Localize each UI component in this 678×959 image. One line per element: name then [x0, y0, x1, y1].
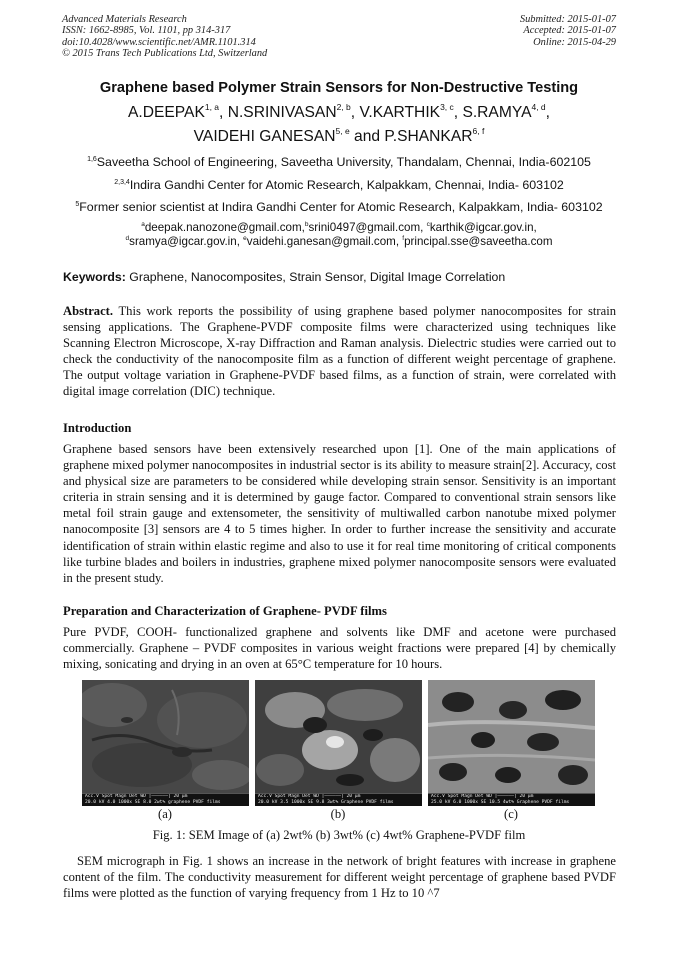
- affiliation: $^5$Former senior scientist at Indira Gandhi Center for Atomic Research, Kalpakkam, India- 603102: [75, 200, 603, 214]
- author: N.SRINIVASAN$^{2, b}$,: [227, 102, 360, 121]
- sem-image-c: [428, 680, 595, 806]
- sem-info-bar: Acc.V Spot Magn Det WD |——————| 20 µm 25.0 kV 6.0 1000x SE 10.5 4wt% Graphene PVDF films: [428, 793, 595, 806]
- paper-title: Graphene based Polymer Strain Sensors for Non-Destructive Testing: [99, 80, 579, 96]
- sem-info-bar: Acc.V Spot Magn Det WD |——————| 20 µm 20.0 kV 3.5 1000x SE 9.8 3wt% Graphene PVDF films: [255, 793, 422, 806]
- figure-caption: Fig. 1: SEM Image of (a) 2wt% (b) 3wt% (c) 4wt% Graphene-PVDF film: [152, 828, 526, 842]
- panel-label-b: (b): [330, 807, 346, 821]
- abstract: Abstract. This work reports the possibility of using graphene based polymer nanocomposites for strain sensing applications. The Graphene-PVDF composite films were characterized using techniques like Scanning Electron Microscope, X-ray Diffraction and Raman analysis. Dielectric studies were carried out to check the conductivity of the nanocomposite film as a function of different weight percentage of graphene. The output voltage variation in Graphene-PVDF based films, as a function of strain, were correlated with digital image correlation (DIC) technique.: [63, 304, 616, 399]
- email-link[interactable]: vaidehi.ganesan@gmail.com,: [246, 235, 403, 248]
- copyright-line: © 2015 Trans Tech Publications Ltd, Switzerland: [62, 47, 268, 59]
- online-date: Online: 2015-04-29: [533, 36, 616, 48]
- preparation-heading: Preparation and Characterization of Graphene- PVDF films: [63, 604, 387, 618]
- introduction-heading: Introduction: [63, 421, 132, 435]
- keywords: Keywords: Graphene, Nanocomposites, Strain Sensor, Digital Image Correlation: [63, 270, 506, 284]
- introduction-paragraph: Graphene based sensors have been extensively researched upon [1]. One of the main applications of graphene mixed polymer nanocomposites in industrial sector is its ability to measure strain[2]. Accuracy, cost and physical size are parameters to be considered while developing strain sensor. Sensitivity is an important criteria in strain sensing and it is determined by gauge factor. Compared to conventional strain sensors like metal foil strain gauge and extensometer, the sensitivity of multiwalled carbon nanotube mixed polymer nanocomposite [3] sensors are 4 to 5 times higher. In order to further increase the sensitivity and accurate identification of strain within elastic regime and also to use it for real time monitoring of critical components like turbine blades and boilers in industries, graphene mixed polymer nanocomposite sensors were evaluated in the present study.: [63, 442, 616, 585]
- abstract-label: Abstract.: [63, 304, 114, 318]
- submission-dates: [520, 14, 616, 48]
- sem-info-bar: Acc.V Spot Magn Det WD |——————| 20 µm 20.0 kV 4.0 1000x SE 8.0 2wt% graphene PVDF films: [82, 793, 249, 806]
- email-link[interactable]: deepak.nanozone@gmail.com,: [144, 221, 305, 234]
- sem-image-a: [82, 680, 249, 806]
- email-link[interactable]: sramya@igcar.gov.in,: [129, 235, 244, 248]
- panel-label-a: (a): [158, 807, 172, 821]
- email-link[interactable]: srini0497@gmail.com,: [308, 221, 427, 234]
- author: A.DEEPAK$^{1, a}$,: [128, 102, 228, 121]
- journal-info: [62, 14, 267, 59]
- submitted-date: Submitted: 2015-01-07: [519, 14, 616, 25]
- panel-label-c: (c): [504, 807, 518, 821]
- sem-image-b: [255, 680, 422, 806]
- author: V.KARTHIK$^{3, c}$,: [359, 102, 463, 121]
- sem-discussion-paragraph: SEM micrograph in Fig. 1 shows an increase in the network of bright features with increase in graphene content of the film. The conductivity measurement for different weight percentage of graphene based PVDF films were plotted as the function of varying frequency from 1 Hz to 10 ^7: [63, 854, 616, 901]
- email-link[interactable]: principal.sse@saveetha.com: [404, 235, 553, 248]
- accepted-date: Accepted: 2015-01-07: [523, 25, 616, 37]
- author: P.SHANKAR$^{6, f}$: [384, 126, 485, 145]
- email-link[interactable]: karthik@igcar.gov.in,: [429, 221, 537, 234]
- preparation-paragraph: Pure PVDF, COOH- functionalized graphene and solvents like DMF and acetone were purchased commercially. Graphene – PVDF composites in various weight fractions were prepared [4] by chemically mixing, sonicating and drying in an oven at 65°C temperature for 10 hours.: [63, 625, 616, 672]
- journal-name: Advanced Materials Research: [62, 14, 187, 25]
- sem-figure: [82, 680, 596, 806]
- author: VAIDEHI GANESAN$^{5, e}$ and: [193, 126, 385, 145]
- email-list: $^a$deepak.nanozone@gmail.com,$^b$srini0497@gmail.com, $^c$karthik@igcar.gov.in, $^d$sramya@igcar.gov.in, $^e$vaidehi.ganesan@gmail.com, $^f$principal.sse@saveetha.com: [125, 221, 553, 248]
- author-list: [40, 101, 638, 149]
- affiliation: $^{1,6}$Saveetha School of Engineering, Saveetha University, Thandalam, Chennai, India-602105: [87, 155, 591, 169]
- issn-line: ISSN: 1662-8985, Vol. 1101, pp 314-317: [62, 25, 231, 37]
- affiliation: $^{2,3,4}$Indira Gandhi Center for Atomic Research, Kalpakkam, Chennai, India- 603102: [114, 178, 564, 192]
- doi-line: doi:10.4028/www.scientific.net/AMR.1101.314: [62, 36, 256, 48]
- author: S.RAMYA$^{4, d}$,: [462, 102, 550, 121]
